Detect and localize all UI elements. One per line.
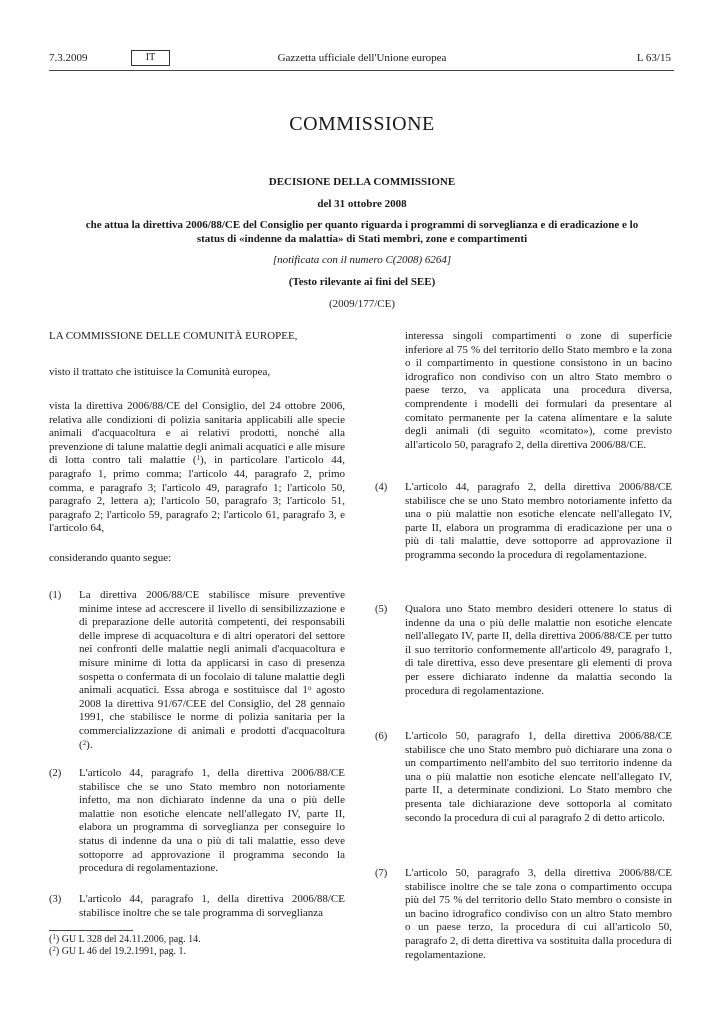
decision-heading: [80, 176, 644, 311]
recital-3-continued: interessa singoli compartimenti o zone di superficie inferiore al 75 % del territorio dello Stato membro e la zona o il compartimento in questione consistono in un bacino idrografico non condiviso con un altro Stato membro o paese terzo, va applicata una procedura diversa, comprendente i modelli dei formulari da presentare al comitato permanente per la catena alimentare e la salute degli animali (di seguito «comitato»), come previsto all'articolo 50, paragrafo 2, della direttiva 2006/88/CE.: [405, 330, 672, 451]
decision-subject: che attua la direttiva 2006/88/CE del Consiglio per quanto riguarda i programmi di sorveglianza e di eradicazione e lo status di «indenne da malattia» di Stati membri, zone e compartimenti: [85, 219, 639, 245]
commission-preamble: LA COMMISSIONE DELLE COMUNITÀ EUROPEE,: [49, 330, 298, 342]
section-title: COMMISSIONE: [289, 113, 435, 135]
decision-number: (2009/177/CE): [329, 297, 395, 310]
footnote-1: ($^1$) GU L 328 del 24.11.2006, pag. 14.: [49, 933, 201, 945]
language-badge: IT: [131, 50, 170, 66]
header-rule: [49, 70, 674, 71]
page-reference: L 63/15: [636, 52, 671, 64]
footnote-2: ($^2$) GU L 46 del 19.2.1991, pag. 1.: [49, 945, 187, 957]
considerando: considerando quanto segue:: [49, 552, 172, 564]
eea-relevance: (Testo rilevante ai fini del SEE): [288, 275, 436, 288]
journal-name: Gazzetta ufficiale dell'Unione europea: [277, 52, 447, 64]
visto-directive: vista la direttiva 2006/88/CE del Consiglio, del 24 ottobre 2006, relativa alle condizioni di polizia sanitaria applicabili alle specie animali d'acquacoltura e ai relativi prodotti, nonché alla prevenzione di talune malattie degli animali acquatici e alle misure di lotta contro tali malattie ($^1$), in particolare l'articolo 44, paragrafo 1, primo comma; l'articolo 44, paragrafo 2, primo comma, e paragrafo 3; l'articolo 49, paragrafo 1; l'articolo 50, paragrafo 2, lettera a); l'articolo 50, paragrafo 3; l'articolo 51, paragrafo 2; l'articolo 59, paragrafo 2; l'articolo 61, paragrafo 3, e l'articolo 64,: [49, 400, 345, 535]
page-header: [0, 52, 724, 68]
publication-date: 7.3.2009: [49, 52, 88, 64]
footnote-rule: [49, 930, 133, 931]
visto-treaty: visto il trattato che istituisce la Comunità europea,: [49, 366, 271, 378]
decision-date: del 31 ottobre 2008: [317, 197, 407, 210]
decision-title: DECISIONE DELLA COMMISSIONE: [268, 176, 456, 188]
decision-notification: [notificata con il numero C(2008) 6264]: [272, 254, 452, 267]
